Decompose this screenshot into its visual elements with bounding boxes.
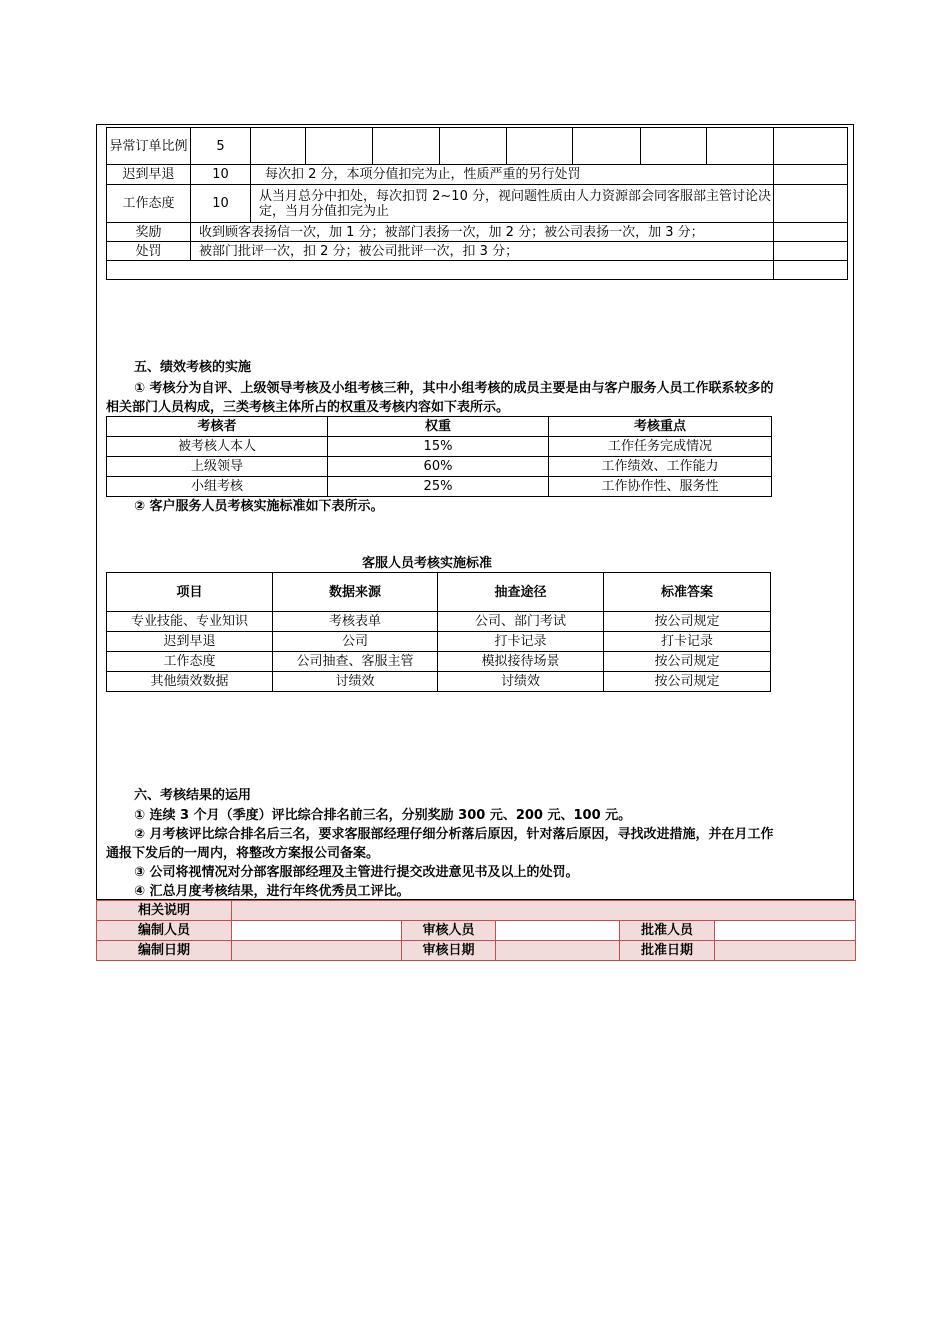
section5-para1-line1: ① 考核分为自评、上级领导考核及小组考核三种，其中小组考核的成员主要是由与客户服务人员工作联系较多的 <box>134 381 774 396</box>
section6-item4: ④ 汇总月度考核结果，进行年终优秀员工评比。 <box>134 884 410 899</box>
table-row <box>97 901 856 921</box>
notes-value <box>232 901 856 921</box>
table-row <box>107 128 848 165</box>
row-score: 5 <box>191 128 251 165</box>
table-row: 迟到早退 公司 打卡记录 打卡记录 <box>107 632 771 652</box>
header-cell: 标准答案 <box>604 573 771 612</box>
notes-label: 相关说明 <box>97 901 232 921</box>
reviewed-date-label: 审核日期 <box>402 941 496 961</box>
table-row: 被考核人本人 15% 工作任务完成情况 <box>107 437 772 457</box>
approved-by-label: 批准人员 <box>620 921 715 941</box>
table-row <box>97 941 856 961</box>
standard-table-title: 客服人员考核实施标准 <box>362 556 493 571</box>
header-cell: 数据来源 <box>273 573 438 612</box>
section6-heading: 六、考核结果的运用 <box>134 788 252 803</box>
table-row: 上级领导 60% 工作绩效、工作能力 <box>107 457 772 477</box>
table-row: 工作态度 公司抽查、客服主管 模拟接待场景 按公司规定 <box>107 652 771 672</box>
row-label: 工作态度 <box>107 185 191 223</box>
row-desc: 收到顾客表扬信一次，加 1 分；被部门表扬一次，加 2 分；被公司表扬一次，加 3 分； <box>191 223 774 242</box>
section6-item3: ③ 公司将视情况对分部客服部经理及主管进行提交改进意见书及以上的处罚。 <box>134 865 579 880</box>
approved-date-label: 批准日期 <box>620 941 715 961</box>
reviewed-date-value <box>496 941 620 961</box>
table-row <box>97 921 856 941</box>
table-row <box>107 223 848 242</box>
section5-para2: ② 客户服务人员考核实施标准如下表所示。 <box>134 499 384 514</box>
prepared-by-value <box>232 921 402 941</box>
row-desc: 每次扣 2 分，本项分值扣完为止，性质严重的另行处罚 <box>251 165 774 185</box>
header-cell: 考核重点 <box>549 417 772 437</box>
weights-table <box>106 416 772 497</box>
table-row <box>107 165 848 185</box>
approved-by-value <box>715 921 856 941</box>
table-row <box>107 242 848 261</box>
table-header-row <box>107 417 772 437</box>
table-row: 小组考核 25% 工作协作性、服务性 <box>107 477 772 497</box>
section6-item2-line2: 通报下发后的一周内，将整改方案报公司备案。 <box>106 846 380 861</box>
row-score: 10 <box>191 185 251 223</box>
score-table <box>106 127 848 280</box>
section6-item1: ① 连续 3 个月（季度）评比综合排名前三名，分别奖励 300 元、200 元、100 元。 <box>134 808 632 823</box>
row-label: 奖励 <box>107 223 191 242</box>
approved-date-value <box>715 941 856 961</box>
reviewed-by-value <box>496 921 620 941</box>
row-label: 处罚 <box>107 242 191 261</box>
header-cell: 考核者 <box>107 417 328 437</box>
prepared-date-value <box>232 941 402 961</box>
prepared-date-label: 编制日期 <box>97 941 232 961</box>
row-desc: 被部门批评一次，扣 2 分；被公司批评一次，扣 3 分； <box>191 242 774 261</box>
section5-heading: 五、绩效考核的实施 <box>134 360 252 375</box>
table-row: 其他绩效数据 讨绩效 讨绩效 按公司规定 <box>107 672 771 692</box>
reviewed-by-label: 审核人员 <box>402 921 496 941</box>
approval-table <box>96 900 856 961</box>
header-cell: 项目 <box>107 573 273 612</box>
prepared-by-label: 编制人员 <box>97 921 232 941</box>
table-header-row <box>107 573 771 612</box>
section6-item2-line1: ② 月考核评比综合排名后三名，要求客服部经理仔细分析落后原因，针对落后原因，寻找改进措施，并在月工作 <box>134 827 774 842</box>
table-row <box>107 261 848 280</box>
table-row <box>107 185 848 223</box>
table-row: 专业技能、专业知识 考核表单 公司、部门考试 按公司规定 <box>107 612 771 632</box>
row-label: 迟到早退 <box>107 165 191 185</box>
row-label: 异常订单比例 <box>107 128 191 165</box>
header-cell: 权重 <box>328 417 549 437</box>
header-cell: 抽查途径 <box>438 573 604 612</box>
row-score: 10 <box>191 165 251 185</box>
section5-para1-line2: 相关部门人员构成，三类考核主体所占的权重及考核内容如下表所示。 <box>106 400 510 415</box>
standard-table <box>106 572 771 692</box>
row-desc: 从当月总分中扣处，每次扣罚 2~10 分，视问题性质由人力资源部会同客服部主管讨论决定，当月分值扣完为止 <box>251 185 774 223</box>
